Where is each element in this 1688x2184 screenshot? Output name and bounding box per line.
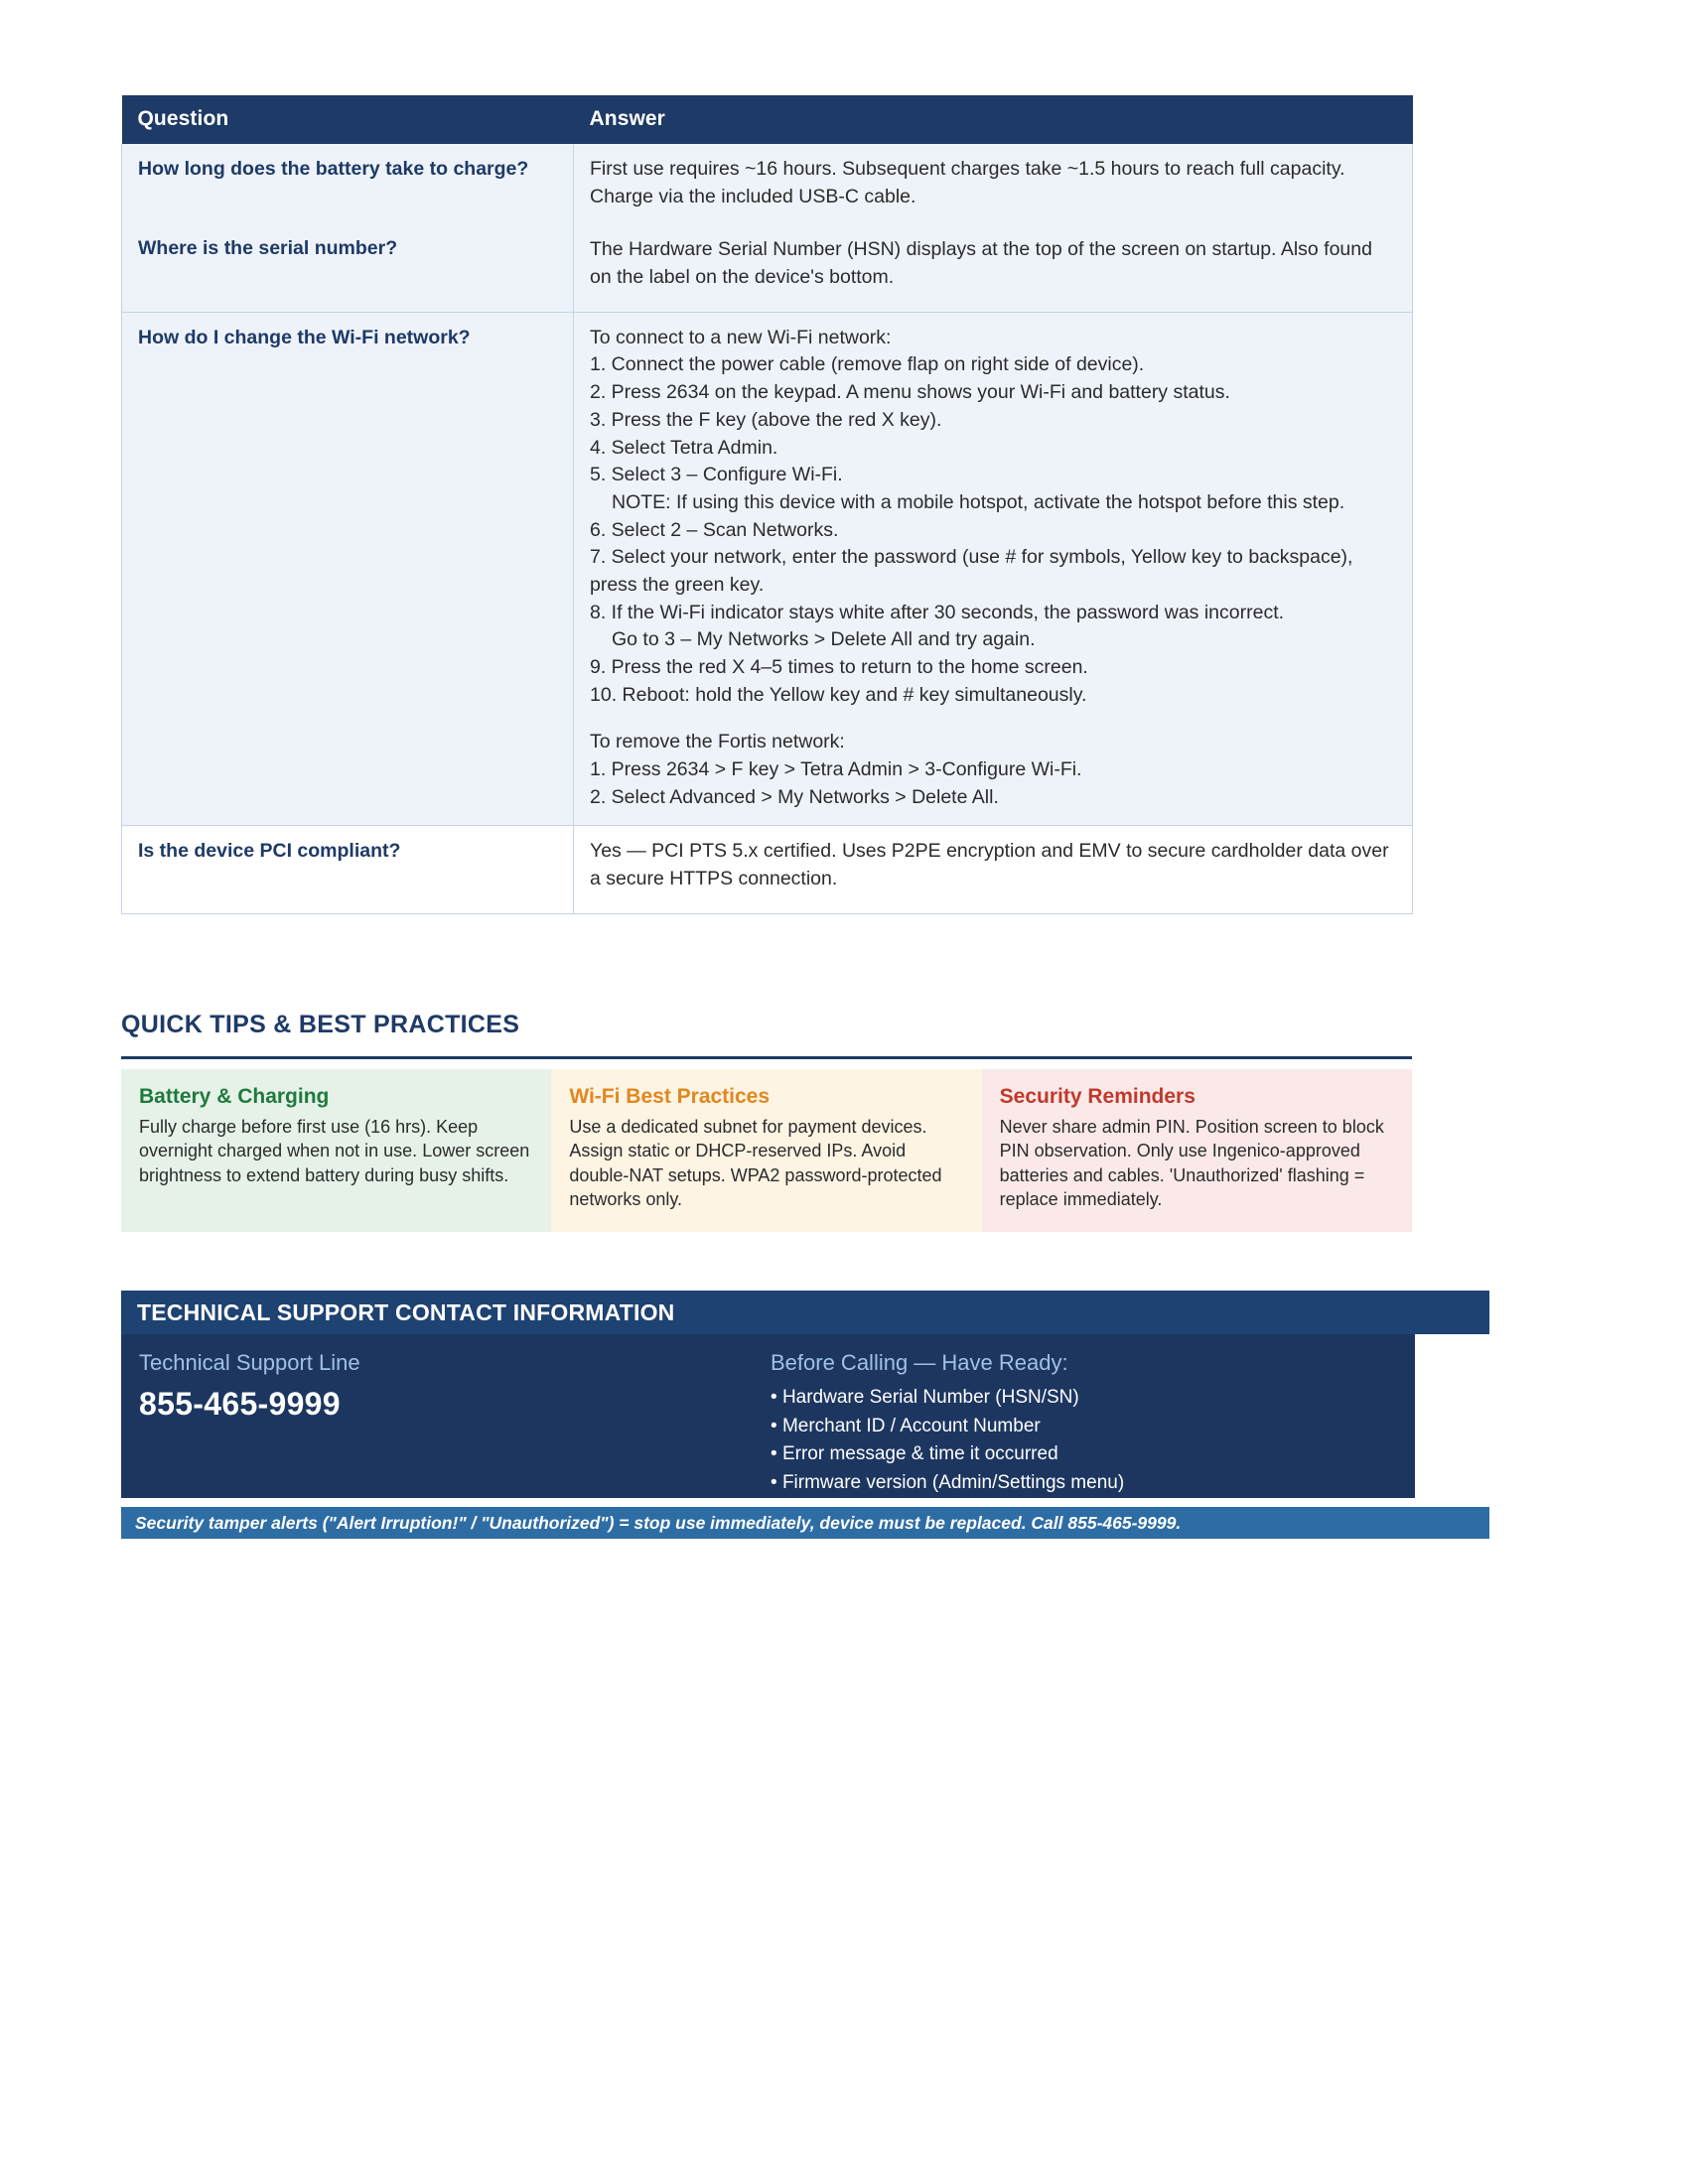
before-calling-title: Before Calling — Have Ready: <box>771 1350 1068 1375</box>
wifi-note: NOTE: If using this device with a mobile hotspot, activate the hotspot before this step. <box>612 490 1345 513</box>
wifi-step: 1. Connect the power cable (remove flap on right side of device). <box>590 353 1145 376</box>
faq-question-pci: Is the device PCI compliant? <box>138 840 401 863</box>
faq-question-battery: How long does the battery take to charge? <box>138 158 529 180</box>
faq-answer-cell <box>574 144 1413 312</box>
tip-card-body: Never share admin PIN. Position screen to block PIN observation. Only use Ingenico-approved batteries and cables. 'Unauthorized' flashing = replace immediately. <box>999 1117 1384 1210</box>
tip-card-title: Wi-Fi Best Practices <box>569 1085 771 1108</box>
quick-tips-row <box>121 1069 1412 1232</box>
tip-card-body: Use a dedicated subnet for payment devices. Assign static or DHCP-reserved IPs. Avoid double-NAT setups. WPA2 password-protected networks only. <box>569 1117 942 1210</box>
wifi-step: 7. Select your network, enter the password (use # for symbols, Yellow key to backspace), press the green key. <box>590 546 1353 596</box>
wifi-step: 9. Press the red X 4–5 times to return to the home screen. <box>590 656 1088 678</box>
list-item: • Firmware version (Admin/Settings menu) <box>771 1469 1397 1498</box>
tip-card-title: Security Reminders <box>999 1085 1196 1108</box>
faq-question-cell <box>122 312 574 826</box>
list-item: • Error message & time it occurred <box>771 1440 1397 1469</box>
tip-card-security <box>982 1069 1412 1232</box>
tip-card-body: Fully charge before first use (16 hrs). Keep overnight charged when not in use. Lower screen brightness to extend battery during busy shifts. <box>139 1117 530 1185</box>
support-phone-number: 855-465-9999 <box>139 1386 341 1422</box>
table-row <box>122 312 1413 826</box>
support-section-body <box>121 1334 1415 1498</box>
faq-answer-cell <box>574 312 1413 826</box>
faq-question-cell <box>122 826 574 913</box>
fortis-remove-intro: To remove the Fortis network: <box>590 731 845 753</box>
tamper-alert-text: Security tamper alerts ("Alert Irruption!" / "Unauthorized") = stop use immediately, device must be replaced. Call 855-465-9999. <box>135 1512 1182 1533</box>
wifi-step: 5. Select 3 – Configure Wi-Fi. <box>590 464 843 486</box>
support-phone-block <box>139 1350 755 1488</box>
tip-card-title: Battery & Charging <box>139 1085 330 1108</box>
faq-question-cell <box>122 144 574 312</box>
quick-tips-heading: QUICK TIPS & BEST PRACTICES <box>121 1011 520 1038</box>
tamper-alert-banner <box>121 1507 1489 1539</box>
answer-spacer <box>590 709 1396 729</box>
faq-question-wifi: How do I change the Wi-Fi network? <box>138 326 471 348</box>
column-header-question: Question <box>122 95 574 144</box>
column-header-answer: Answer <box>574 95 1413 144</box>
faq-answer-battery: First use requires ~16 hours. Subsequent charges take ~1.5 hours to reach full capacity. Charge via the included USB-C cable. <box>590 158 1345 207</box>
table-row <box>122 826 1413 913</box>
faq-answer-cell <box>574 826 1413 913</box>
wifi-step: 4. Select Tetra Admin. <box>590 436 778 459</box>
fortis-remove-step: 1. Press 2634 > F key > Tetra Admin > 3-Configure Wi-Fi. <box>590 758 1082 781</box>
tip-card-battery <box>121 1069 551 1232</box>
wifi-step: 2. Press 2634 on the keypad. A menu shows your Wi-Fi and battery status. <box>590 381 1230 404</box>
wifi-step: 10. Reboot: hold the Yellow key and # key simultaneously. <box>590 683 1087 706</box>
support-checklist-block <box>755 1350 1397 1493</box>
wifi-step: 3. Press the F key (above the red X key). <box>590 408 942 431</box>
wifi-note-retry: Go to 3 – My Networks > Delete All and try again. <box>612 628 1036 651</box>
before-calling-list <box>771 1384 1397 1497</box>
support-line-label: Technical Support Line <box>139 1350 360 1375</box>
list-item: • Hardware Serial Number (HSN/SN) <box>771 1384 1397 1413</box>
tip-card-wifi <box>551 1069 981 1232</box>
faq-table-header-row <box>122 95 1413 144</box>
faq-table <box>121 95 1413 914</box>
wifi-intro: To connect to a new Wi-Fi network: <box>590 326 892 348</box>
fortis-remove-step: 2. Select Advanced > My Networks > Delete All. <box>590 785 999 808</box>
list-item: • Merchant ID / Account Number <box>771 1413 1397 1441</box>
quick-tips-divider <box>121 1056 1412 1059</box>
faq-answer-pci: Yes — PCI PTS 5.x certified. Uses P2PE encryption and EMV to secure cardholder data over a secure HTTPS connection. <box>590 840 1389 890</box>
faq-answer-serial: The Hardware Serial Number (HSN) displays at the top of the screen on startup. Also found on the label on the device's bottom. <box>590 238 1372 289</box>
wifi-step: 8. If the Wi-Fi indicator stays white after 30 seconds, the password was incorrect. <box>590 601 1285 623</box>
faq-question-serial: Where is the serial number? <box>138 236 398 259</box>
support-section-header: TECHNICAL SUPPORT CONTACT INFORMATION <box>121 1291 1489 1334</box>
table-row <box>122 144 1413 312</box>
answer-spacer <box>590 216 1396 236</box>
wifi-step: 6. Select 2 – Scan Networks. <box>590 518 839 541</box>
question-spacer <box>138 188 557 235</box>
